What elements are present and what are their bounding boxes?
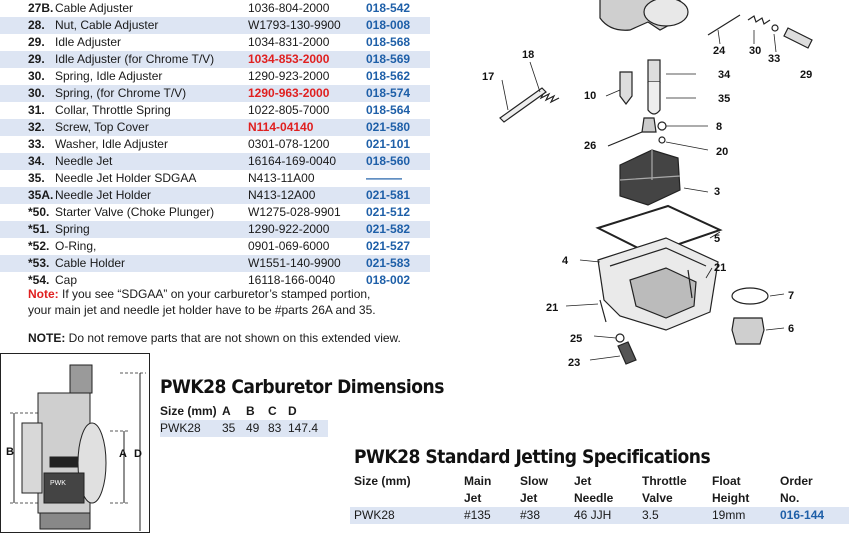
part-number: *50. xyxy=(28,205,50,219)
dim-header-d: D xyxy=(288,404,297,418)
part-row xyxy=(0,170,430,187)
callout-label: 20 xyxy=(716,146,729,158)
part-description: Starter Valve (Choke Plunger) xyxy=(55,205,215,219)
dim-label-d: D xyxy=(134,448,142,460)
callout-label: 18 xyxy=(522,49,535,61)
part-description: Idle Adjuster (for Chrome T/V) xyxy=(55,52,215,66)
part-order-number: 018-564 xyxy=(366,103,411,117)
part-oem-number: 1034-831-2000 xyxy=(248,35,330,49)
part-number: 30. xyxy=(28,86,45,100)
part-oem-number: 1022-805-7000 xyxy=(248,103,330,117)
jet-header-main: Main xyxy=(464,474,492,488)
callout-label: 21 xyxy=(714,262,727,274)
jet-header-throttle: Throttle xyxy=(642,474,687,488)
part-order-number: 021-101 xyxy=(366,137,411,151)
part-row xyxy=(0,85,430,102)
part-oem-number: 0901-069-6000 xyxy=(248,239,330,253)
jet-row xyxy=(350,507,849,524)
part-oem-number: N114-04140 xyxy=(248,120,314,134)
part-order-number: 018-002 xyxy=(366,273,411,287)
jet-cell-height: 19mm xyxy=(712,508,746,522)
jet-header2-valve: Valve xyxy=(642,491,673,505)
part-number: 29. xyxy=(28,35,45,49)
part-order-number: 021-527 xyxy=(366,239,411,253)
part-oem-number: N413-11A00 xyxy=(248,171,315,185)
dim-cell-a: 35 xyxy=(222,421,236,435)
callout-label: 23 xyxy=(568,357,581,369)
callout-label: 7 xyxy=(788,290,795,302)
dimensions-table xyxy=(160,404,330,438)
dim-header-size: Size (mm) xyxy=(160,404,217,418)
part-description: O-Ring, xyxy=(55,239,97,253)
part-oem-number: N413-12A00 xyxy=(248,188,316,202)
jet-header2-needle: Needle xyxy=(574,491,614,505)
dim-cell-b: 49 xyxy=(246,421,260,435)
part-row xyxy=(0,187,430,204)
part-oem-number: W1275-028-9901 xyxy=(248,205,341,219)
jet-cell-main: #135 xyxy=(464,508,491,522)
jet-cell-valve: 3.5 xyxy=(642,508,659,522)
part-number: 31. xyxy=(28,103,45,117)
part-description: Spring, Idle Adjuster xyxy=(55,69,163,83)
part-description: Spring, (for Chrome T/V) xyxy=(55,86,187,100)
jet-cell-order: 016-144 xyxy=(780,508,825,522)
part-oem-number: 1290-923-2000 xyxy=(248,69,330,83)
part-number: 30. xyxy=(28,69,45,83)
part-row xyxy=(0,0,430,17)
part-number: *54. xyxy=(28,273,50,287)
part-order-number: 018-008 xyxy=(366,18,411,32)
part-order-number: 018-542 xyxy=(366,1,411,15)
part-order-number: 021-582 xyxy=(366,222,411,236)
part-number: 33. xyxy=(28,137,45,151)
callout-label: 24 xyxy=(713,45,726,57)
jet-header-float: Float xyxy=(712,474,741,488)
part-order-number: 018-560 xyxy=(366,154,411,168)
part-description: Cable Adjuster xyxy=(55,1,134,15)
jetting-title: PWK28 Standard Jetting Specifications xyxy=(354,446,711,468)
callout-label: 21 xyxy=(546,302,559,314)
callout-label: 17 xyxy=(482,71,495,83)
part-row xyxy=(0,68,430,85)
callout-label: 33 xyxy=(768,53,781,65)
part-order-number: 018-574 xyxy=(366,86,411,100)
part-row xyxy=(0,153,430,170)
callout-label: 10 xyxy=(584,90,597,102)
part-order-number: 021-512 xyxy=(366,205,411,219)
part-description: Needle Jet Holder xyxy=(55,188,152,202)
part-number: 32. xyxy=(28,120,45,134)
callout-label: 35 xyxy=(718,93,731,105)
part-number: 35. xyxy=(28,171,45,185)
note-text-line2: your main jet and needle jet holder have to be #parts 26A and 35. xyxy=(28,303,376,317)
jet-header2-slow: Jet xyxy=(520,491,538,505)
part-row xyxy=(0,102,430,119)
part-oem-number: 1036-804-2000 xyxy=(248,1,330,15)
part-row xyxy=(0,51,430,68)
part-number: 29. xyxy=(28,52,45,66)
exploded-parts-diagram xyxy=(470,0,857,370)
callout-label: 34 xyxy=(718,69,731,81)
part-row xyxy=(0,204,430,221)
part-oem-number: 1290-963-2000 xyxy=(248,86,330,100)
part-description: Nut, Cable Adjuster xyxy=(55,18,159,32)
part-description: Spring xyxy=(55,222,90,236)
callout-label: 3 xyxy=(714,186,721,198)
jet-header-jet: Jet xyxy=(574,474,592,488)
part-order-number: 018-562 xyxy=(366,69,411,83)
part-row xyxy=(0,136,430,153)
part-number: 35A. xyxy=(28,188,54,202)
callout-label: 4 xyxy=(562,255,569,267)
part-description: Screw, Top Cover xyxy=(55,120,149,134)
jet-cell-needle: 46 JJH xyxy=(574,508,612,522)
dim-header-a: A xyxy=(222,404,231,418)
callout-label: 5 xyxy=(714,233,721,245)
jet-header-size: Size (mm) xyxy=(354,474,411,488)
note-label: Note: xyxy=(28,287,59,301)
note-text-line1: If you see “SDGAA” on your carburetor’s stamped portion, xyxy=(58,287,371,301)
part-row xyxy=(0,238,430,255)
callout-label: 26 xyxy=(584,140,597,152)
part-number: *52. xyxy=(28,239,50,253)
part-number: *51. xyxy=(28,222,50,236)
part-oem-number: 1290-922-2000 xyxy=(248,222,330,236)
part-order-number: 021-581 xyxy=(366,188,411,202)
callout-label: 25 xyxy=(570,333,583,345)
jet-header-slow: Slow xyxy=(520,474,549,488)
part-number: 34. xyxy=(28,154,45,168)
jet-cell-size: PWK28 xyxy=(354,508,395,522)
jet-cell-slow: #38 xyxy=(520,508,541,522)
jet-header-order: Order xyxy=(780,474,813,488)
body-stamp: PWK xyxy=(50,480,66,487)
callout-label: 8 xyxy=(716,121,723,133)
sdgaa-note xyxy=(28,286,376,318)
part-oem-number: W1793-130-9900 xyxy=(248,18,341,32)
part-order-number: 021-583 xyxy=(366,256,411,270)
part-description: Needle Jet xyxy=(55,154,113,168)
jet-header2-main: Jet xyxy=(464,491,482,505)
part-oem-number: 16118-166-0040 xyxy=(248,273,336,287)
callout-label: 30 xyxy=(749,45,762,57)
dim-header-b: B xyxy=(246,404,255,418)
part-row xyxy=(0,17,430,34)
dimensions-title: PWK28 Carburetor Dimensions xyxy=(160,376,444,398)
part-number: 28. xyxy=(28,18,45,32)
dim-cell-d: 147.4 xyxy=(288,421,319,435)
part-description: Collar, Throttle Spring xyxy=(55,103,171,117)
removal-note xyxy=(28,330,401,346)
note2-text: Do not remove parts that are not shown on this extended view. xyxy=(65,331,401,345)
part-number: 27B. xyxy=(28,1,54,15)
callout-label: 29 xyxy=(800,69,813,81)
part-oem-number: W1551-140-9900 xyxy=(248,256,341,270)
part-oem-number: 1034-853-2000 xyxy=(248,52,330,66)
part-description: Idle Adjuster xyxy=(55,35,122,49)
jet-header2-no: No. xyxy=(780,491,800,505)
part-order-number: 021-580 xyxy=(366,120,411,134)
dim-label-a: A xyxy=(119,448,127,460)
dim-label-b: B xyxy=(6,446,14,458)
part-number: *53. xyxy=(28,256,50,270)
part-order-number: 018-568 xyxy=(366,35,411,49)
part-description: Needle Jet Holder SDGAA xyxy=(55,171,197,185)
part-description: Washer, Idle Adjuster xyxy=(55,137,168,151)
dim-cell-c: 83 xyxy=(268,421,282,435)
part-order-number: 018-569 xyxy=(366,52,411,66)
dim-cell-size: PWK28 xyxy=(160,421,201,435)
jet-header2-height: Height xyxy=(712,491,750,505)
part-oem-number: 16164-169-0040 xyxy=(248,154,337,168)
part-row xyxy=(0,221,430,238)
dim-header-c: C xyxy=(268,404,277,418)
part-description: Cap xyxy=(55,273,78,287)
part-order-number: ——— xyxy=(366,171,402,185)
carburetor-dimension-drawing xyxy=(0,353,150,533)
part-row xyxy=(0,34,430,51)
dim-row xyxy=(160,420,328,437)
part-row xyxy=(0,255,430,272)
callout-label: 6 xyxy=(788,323,795,335)
part-description: Cable Holder xyxy=(55,256,126,270)
part-row xyxy=(0,119,430,136)
part-oem-number: 0301-078-1200 xyxy=(248,137,330,151)
note2-label: NOTE: xyxy=(28,331,66,345)
